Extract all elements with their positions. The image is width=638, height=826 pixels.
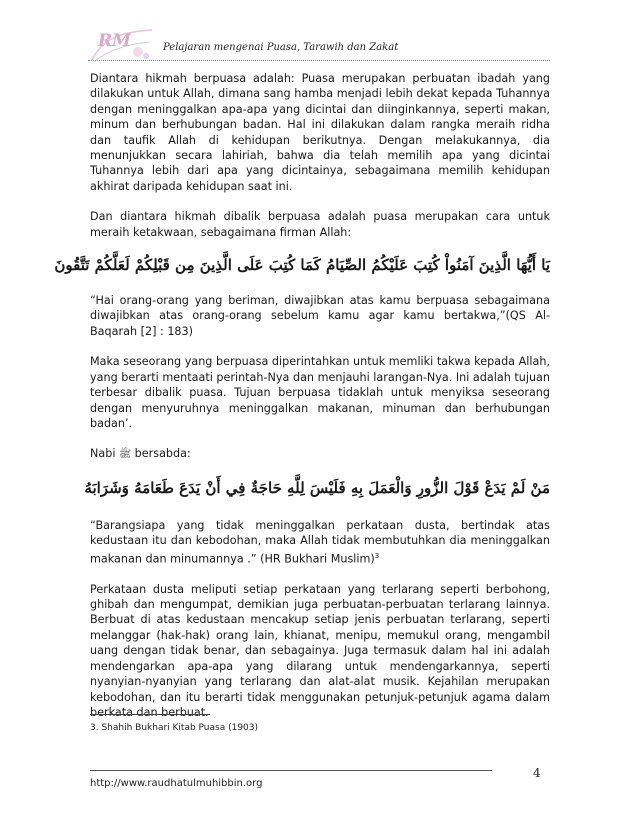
paragraph-takwa-purpose: Maka seseorang yang berpuasa diperintahkan untuk memliki takwa kepada Allah, yang berarti mentaati perintah-Nya dan menjauhi larangan-Nya. Ini adalah tujuan terbesar dibalik puasa. Tujuan berpuasa tidaklah untuk menyiksa seseorang dengan menyuruhnya meninggalkan makanan, minuman dan berhubungan badan’. xyxy=(90,355,550,430)
paragraph-nabi-bersabda xyxy=(90,446,550,462)
paragraph-hikmah: Diantara hikmah berpuasa adalah: Puasa merupakan perbuatan ibadah yang dilakukan untuk Allah, dimana sang hamba menjadi lebih dekat kepada Tuhannya dengan meninggalkan apa-apa yang dicintai dan diinginkannya, seperti makan, minum dan berhubungan badan. Hal ini dilakukan dalam rangka meraih ridha dan taufik Allah di kehidupan berikutnya. Dengan melakukannya, dia menunjukkan secara lahiriah, bahwa dia telah memilih apa yang dicintai Tuhannya lebih dari apa yang dicintainya, sebagaimana memilih kehidupan akhirat daripada kehidupan saat ini. xyxy=(90,72,550,193)
paragraph-dusta: Perkataan dusta meliputi setiap perkataan yang terlarang seperti berbohong, ghibah dan mengumpat, demikian juga perbuatan-perbuatan terlarang lainnya. Berbuat di atas kedustaan mencakup setiap jenis perbuatan terlarang, seperti melanggar (hak-hak) orang lain, khianat, menipu, memukul orang, mengambil uang dengan tidak benar, dan sebagainya. Juga termasuk dalam hal ini adalah mendengarkan apa-apa yang dilarang untuk mendengarkannya, seperti nyanyian-nyanyian yang terlarang dan alat-alat musik. Kejahilan merupakan kebodohan, dan itu berarti tidak menggunakan petunjuk-petunjuk agama dalam berkata dan berbuat. xyxy=(90,582,550,719)
arabic-hadith: مَنْ لَمْ يَدَعْ قَوْلَ الزُّورِ وَالْعَمَلَ بِهِ فَلَيْسَ لِلَّهِ حَاجَةٌ فِي أَنْ يَدَعَ طَعَامَهُ وَشَرَابَهُ xyxy=(84,478,550,497)
footer-divider xyxy=(90,770,492,771)
header-divider xyxy=(88,60,550,61)
header-title: Pelajaran mengenai Puasa, Tarawih dan Zakat xyxy=(163,42,399,53)
footnote-divider xyxy=(90,714,210,715)
footnote: 3. Shahih Bukhari Kitab Puasa (1903) xyxy=(90,723,259,733)
page-number: 4 xyxy=(533,766,541,780)
paragraph-hadith-translation xyxy=(90,518,550,567)
footnote-ref[interactable]: 3 xyxy=(374,551,380,560)
page-body xyxy=(54,71,550,735)
footer-url-link[interactable]: http://www.raudhatulmuhibbin.org xyxy=(90,778,263,789)
svg-text:RM: RM xyxy=(98,31,131,51)
paragraph-verse-translation: “Hai orang-orang yang beriman, diwajibkan atas kamu berpuasa sebagaimana diwajibkan atas orang-orang sebelum kamu agar kamu bertakwa,”(QS Al-Baqarah [2] : 183) xyxy=(90,294,550,338)
arabic-verse: يَا أَيُّهَا الَّذِينَ آمَنُواْ كُتِبَ عَلَيْكُمُ الصِّيَامُ كَمَا كُتِبَ عَلَى الَّذِينَ مِن قَبْلِكُمْ لَعَلَّكُمْ تَتَّقُونَ xyxy=(54,256,550,275)
salawat-icon: ﷺ xyxy=(119,449,132,461)
paragraph-takwa-intro: Dan diantara hikmah dibalik berpuasa adalah puasa merupakan cara untuk meraih ketakwaan, sebagaimana firman Allah: xyxy=(90,210,550,239)
hadith-translation-text: “Barangsiapa yang tidak meninggalkan perkataan dusta, bertindak atas kedustaan itu dan kebodohan, maka Allah tidak membutuhkan dia meninggalkan makanan dan minumannya .” (HR Bukhari Muslim) xyxy=(90,518,550,566)
nabi-prefix: Nabi xyxy=(90,447,116,461)
bersabda-suffix: bersabda: xyxy=(134,447,191,461)
